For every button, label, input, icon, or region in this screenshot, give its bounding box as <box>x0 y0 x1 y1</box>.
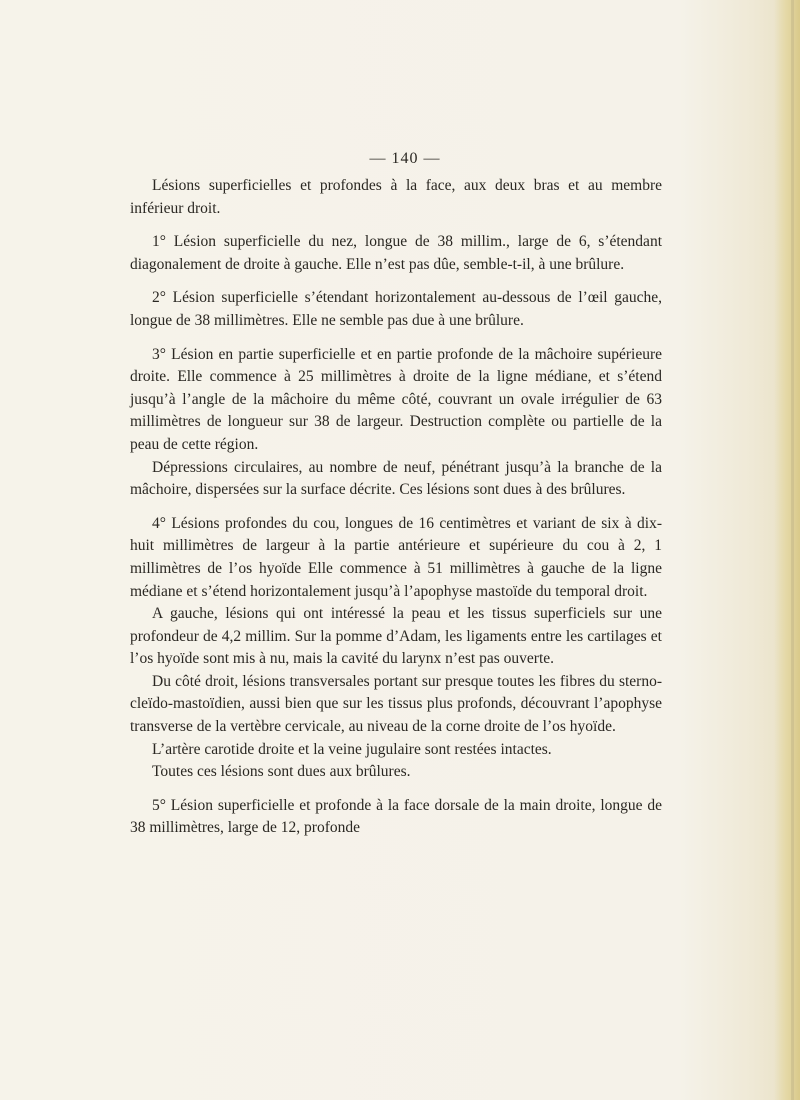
paragraph-lesion-4: 4° Lésions profondes du cou, longues de 16 centimètres et variant de six à dix-huit millimètres de largeur à la partie antérieure et supérieure du cou à 2, 1 millimètres de l’os hyoïde Elle commence à 51 millimètres à gauche de la ligne médiane et s’étend horizontalement jusqu’à l’apophyse mastoïde du temporal droit. <box>130 514 662 600</box>
paragraph-conclusion: Toutes ces lésions sont dues aux brûlures. <box>152 763 411 781</box>
paragraph-lesion-3: 3° Lésion en partie superficielle et en partie profonde de la mâchoire supérieure droite. Elle commence à 25 millimètres à droite de la ligne médiane, et s’étend jusqu’à l’angle de la mâchoire du même côté, couvrant un ovale irrégulier de 63 millimètres de longueur sur 38 de largeur. Destruction complète ou partielle de la peau de cette région. <box>130 345 662 453</box>
page-number: — 140 — <box>369 150 441 167</box>
paragraph-left-side: A gauche, lésions qui ont intéressé la peau et les tissus superficiels sur une profondeur de 4,2 millim. Sur la pomme d’Adam, les ligaments entre les cartilages et l’os hyoïde sont mis à nu, mais la cavité du larynx n’est pas ouverte. <box>130 605 662 668</box>
paragraph-lesion-2: 2° Lésion superficielle s’étendant horizontalement au-dessous de l’œil gauche, longue de 38 millimètres. Elle ne semble pas due à une brûlure. <box>130 289 662 329</box>
body-text <box>130 175 662 840</box>
paragraph-intro: Lésions superficielles et profondes à la face, aux deux bras et au membre inférieur droit. <box>130 177 662 217</box>
paragraph-right-side: Du côté droit, lésions transversales portant sur presque toutes les fibres du sterno-cleïdo-mastoïdien, aussi bien que sur les tissus plus profonds, découvrant l’apophyse transverse de la vertèbre cervicale, au niveau de la corne droite de l’os hyoïde. <box>130 672 662 736</box>
paragraph-lesion-5: 5° Lésion superficielle et profonde à la face dorsale de la main droite, longue de 38 millimètres, large de 12, profonde <box>130 796 662 837</box>
paragraph-lesion-1: 1° Lésion superficielle du nez, longue de 38 millim., large de 6, s’étendant diagonalement de droite à gauche. Elle n’est pas dûe, semble-t-il, à une brûlure. <box>130 233 662 273</box>
paragraph-depressions: Dépressions circulaires, au nombre de neuf, pénétrant jusqu’à la branche de la mâchoire, dispersées sur la surface décrite. Ces lésions sont dues à des brûlures. <box>130 458 662 499</box>
paragraph-artery: L’artère carotide droite et la veine jugulaire sont restées intactes. <box>152 740 552 758</box>
